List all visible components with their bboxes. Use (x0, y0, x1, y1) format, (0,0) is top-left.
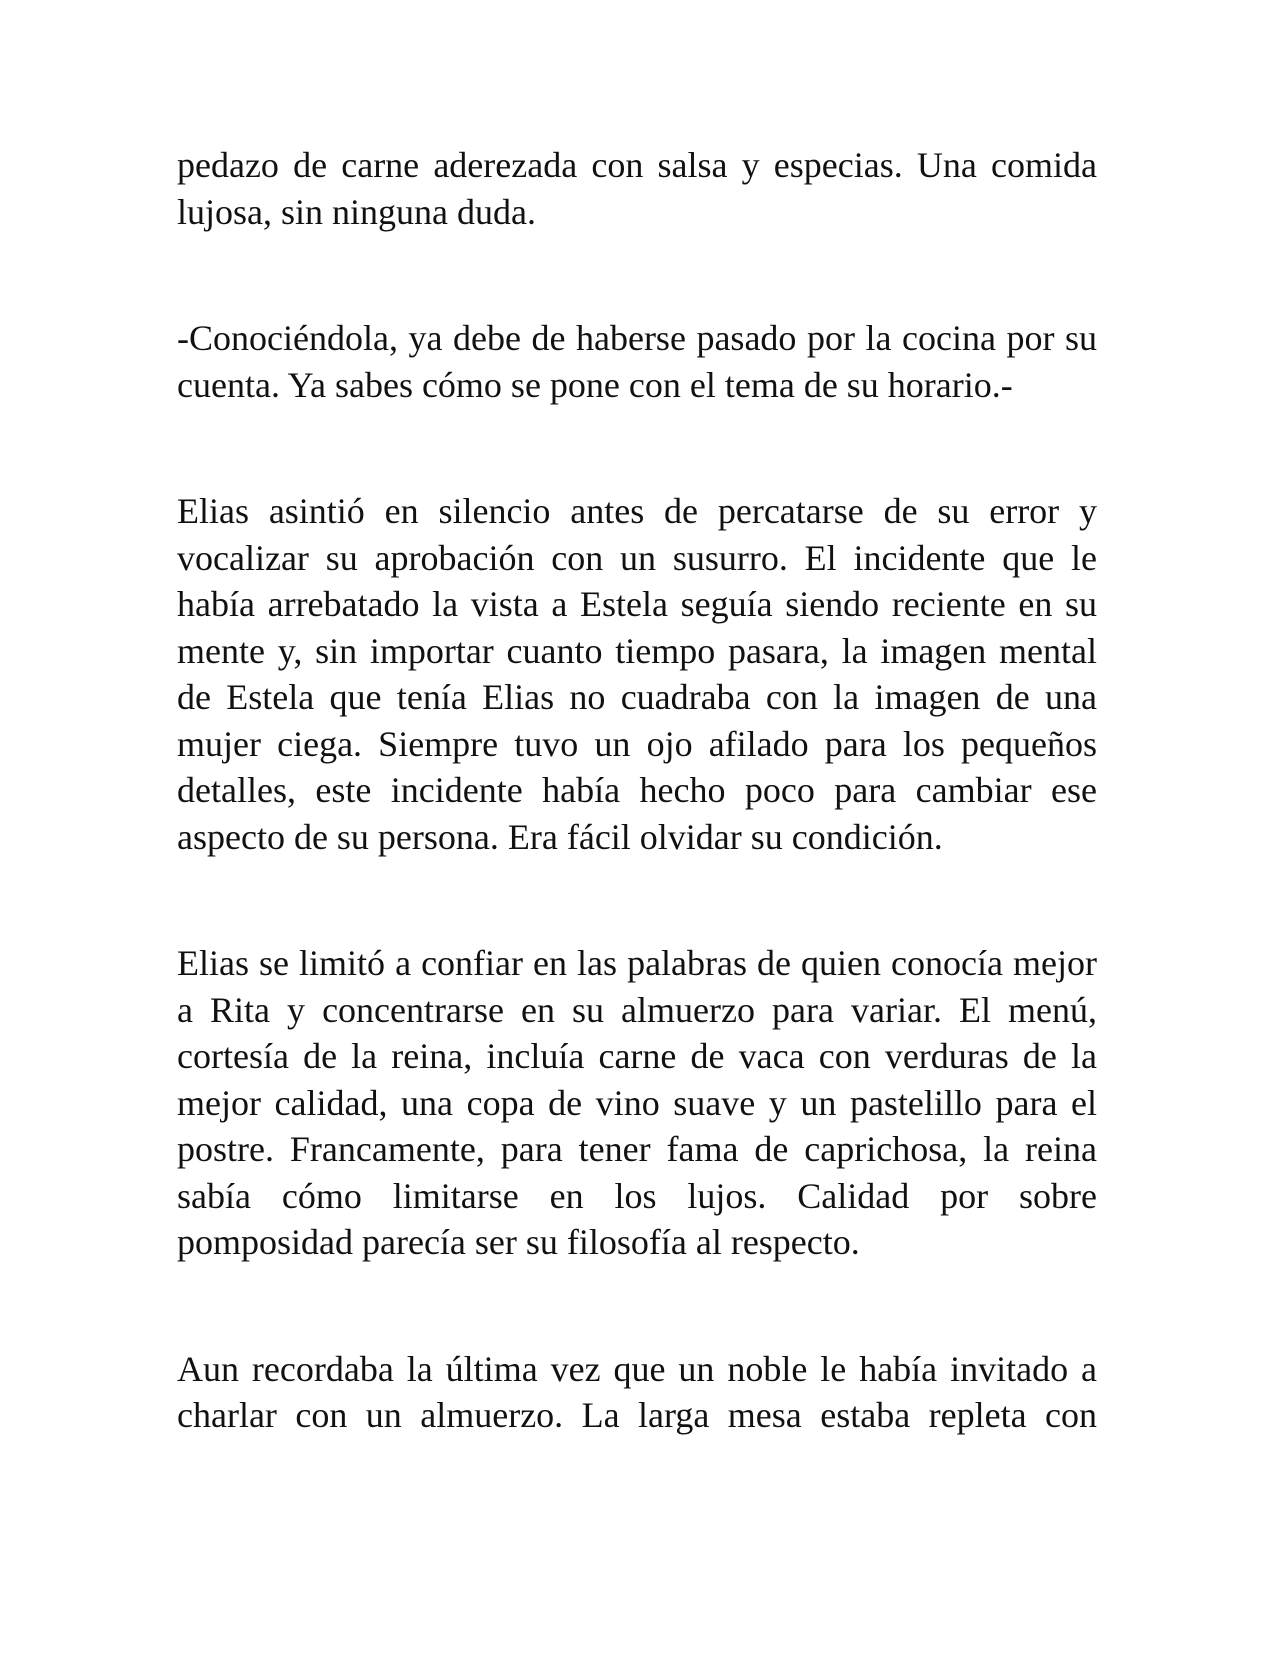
paragraph: Aun recordaba la última vez que un noble le había invitado a charlar con un almuerzo. La larga mesa estaba repleta con (177, 1348, 1097, 1435)
document-page (177, 142, 1097, 1439)
paragraph: -Conociéndola, ya debe de haberse pasado por la cocina por su cuenta. Ya sabes cómo se pone con el tema de su horario.- (177, 318, 1097, 405)
paragraph: Elias asintió en silencio antes de percatarse de su error y vocalizar su aprobación con un susurro. El incidente que le había arrebatado la vista a Estela seguía siendo reciente en su mente y, sin importar cuanto tiempo pasara, la imagen mental de Estela que tenía Elias no cuadraba con la imagen de una mujer ciega. Siempre tuvo un ojo afilado para los pequeños detalles, este incidente había hecho poco para cambiar ese aspecto de su persona. Era fácil olvidar su condición. (177, 491, 1097, 857)
paragraph: Elias se limitó a confiar en las palabras de quien conocía mejor a Rita y concentrarse en su almuerzo para variar. El menú, cortesía de la reina, incluía carne de vaca con verduras de la mejor calidad, una copa de vino suave y un pastelillo para el postre. Francamente, para tener fama de caprichosa, la reina sabía cómo limitarse en los lujos. Calidad por sobre pomposidad parecía ser su filosofía al respecto. (177, 943, 1097, 1262)
paragraph: pedazo de carne aderezada con salsa y especias. Una comida lujosa, sin ninguna duda. (177, 145, 1097, 232)
